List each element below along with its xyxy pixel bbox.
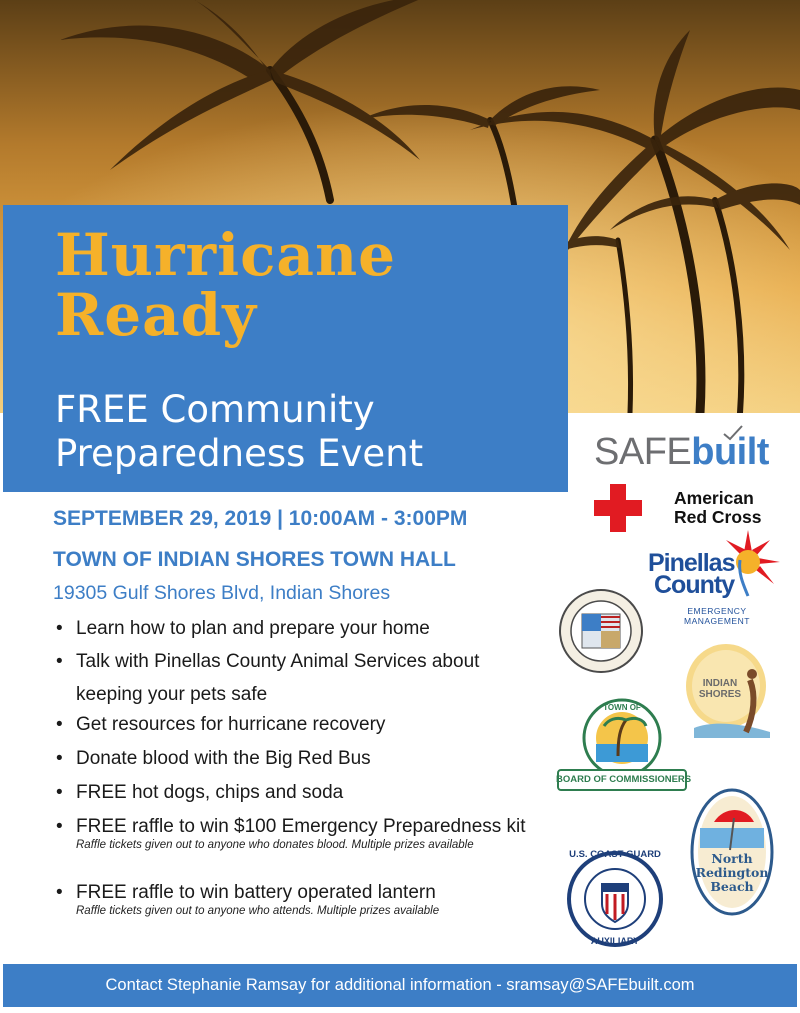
redington-shores-logo: TOWN OF BOARD OF COMMISSIONERS xyxy=(556,698,688,792)
checkmark-icon xyxy=(722,425,744,441)
raffle-note: Raffle tickets given out to anyone who attends. Multiple prizes available xyxy=(76,905,440,917)
event-address: 19305 Gulf Shores Blvd, Indian Shores xyxy=(53,582,391,604)
safebuilt-logo: SAFEbuilt xyxy=(594,425,774,475)
event-date-time: SEPTEMBER 29, 2019 | 10:00AM - 3:00PM xyxy=(53,507,468,530)
raffle-note: Raffle tickets given out to anyone who donates blood. Multiple prizes available xyxy=(76,839,474,851)
indian-shores-logo: INDIAN SHORES xyxy=(684,640,774,738)
pinellas-county-emergency-logo: Pinellas County EMERGENCY MANAGEMENT xyxy=(648,530,780,627)
event-title: Hurricane Ready xyxy=(55,221,397,349)
north-redington-beach-logo: North Redington Beach xyxy=(690,788,774,916)
american-red-cross-logo: American Red Cross xyxy=(594,484,784,532)
event-subtitle: FREE Community Preparedness Event xyxy=(55,388,424,475)
event-venue: TOWN OF INDIAN SHORES TOWN HALL xyxy=(53,548,456,571)
town-seal-icon xyxy=(558,588,644,674)
title-panel xyxy=(3,205,568,492)
town-seal-logo xyxy=(558,588,644,674)
red-cross-icon xyxy=(594,484,642,532)
us-coast-guard-auxiliary-logo: U.S. COAST GUARD AUXILIARY xyxy=(569,849,661,946)
contact-footer: Contact Stephanie Ramsay for additional information - sramsay@SAFEbuilt.com xyxy=(3,964,797,1007)
